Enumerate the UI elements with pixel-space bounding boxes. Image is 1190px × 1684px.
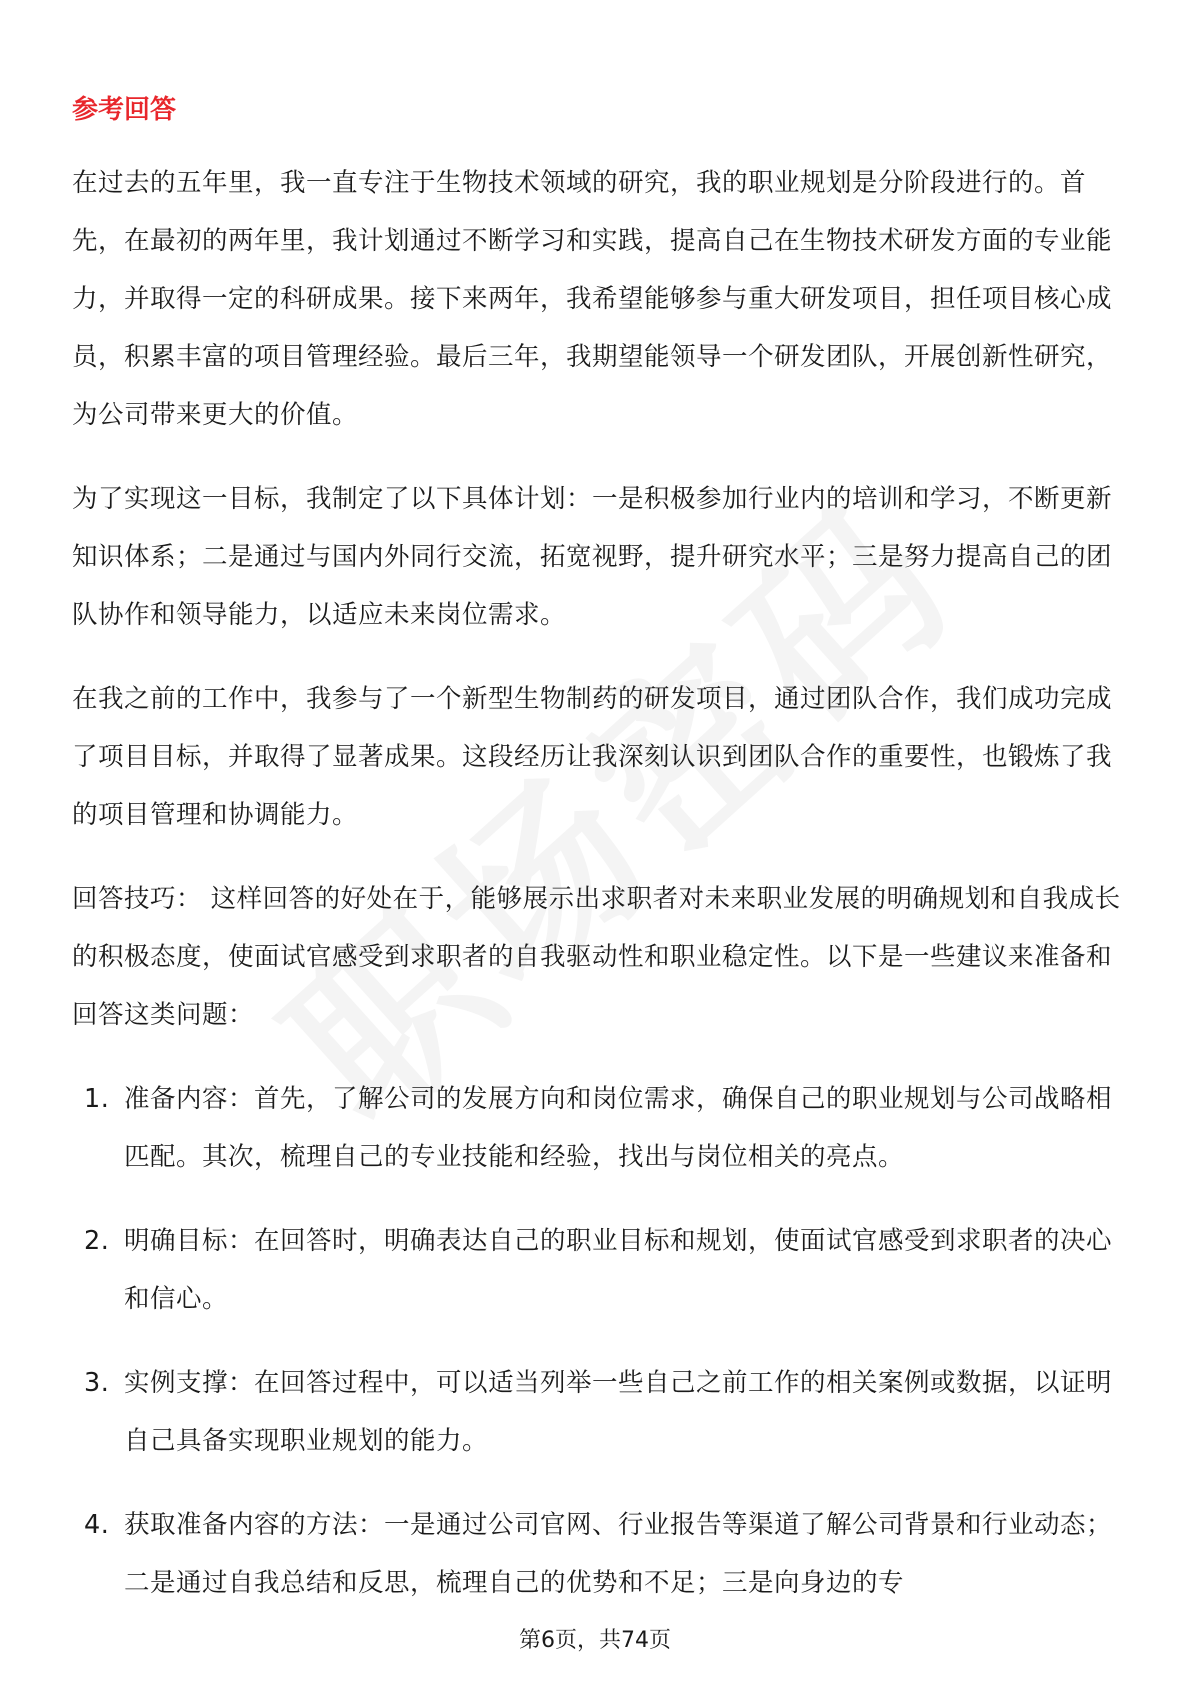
- list-item-text: 准备内容：首先，了解公司的发展方向和岗位需求，确保自己的职业规划与公司战略相匹配。其次，梳理自己的专业技能和经验，找出与岗位相关的亮点。: [124, 1084, 1113, 1172]
- list-item: [72, 1496, 1122, 1612]
- list-item-text: 明确目标：在回答时，明确表达自己的职业目标和规划，使面试官感受到求职者的决心和信心。: [124, 1226, 1113, 1314]
- page-footer: 第6页，共74页: [519, 1628, 671, 1653]
- list-item: [72, 1070, 1122, 1186]
- list-number: 4.: [84, 1510, 110, 1540]
- list-number: 3.: [84, 1368, 110, 1398]
- list-item: [72, 1212, 1122, 1328]
- list-number: 2.: [84, 1226, 110, 1256]
- paragraph-experience: 在我之前的工作中，我参与了一个新型生物制药的研发项目，通过团队合作，我们成功完成了项目目标，并取得了显著成果。这段经历让我深刻认识到团队合作的重要性，也锻炼了我的项目管理和协调能力。: [72, 684, 1113, 830]
- list-number: 1.: [84, 1084, 110, 1114]
- list-item-text: 获取准备内容的方法：一是通过公司官网、行业报告等渠道了解公司背景和行业动态；二是通过自我总结和反思，梳理自己的优势和不足；三是向身边的专: [124, 1510, 1113, 1598]
- list-item-text: 实例支撑：在回答过程中，可以适当列举一些自己之前工作的相关案例或数据，以证明自己具备实现职业规划的能力。: [124, 1368, 1113, 1456]
- paragraph-career-plan: 在过去的五年里，我一直专注于生物技术领域的研究，我的职业规划是分阶段进行的。首先，在最初的两年里，我计划通过不断学习和实践，提高自己在生物技术研发方面的专业能力，并取得一定的科研成果。接下来两年，我希望能够参与重大研发项目，担任项目核心成员，积累丰富的项目管理经验。最后三年，我期望能领导一个研发团队，开展创新性研究，为公司带来更大的价值。: [72, 168, 1113, 430]
- paragraph-specific-plan: 为了实现这一目标，我制定了以下具体计划：一是积极参加行业内的培训和学习，不断更新知识体系；二是通过与国内外同行交流，拓宽视野，提升研究水平；三是努力提高自己的团队协作和领导能力，以适应未来岗位需求。: [72, 484, 1113, 630]
- section-heading: 参考回答: [72, 95, 177, 125]
- list-item: [72, 1354, 1122, 1470]
- tips-list: [72, 1070, 1122, 1612]
- main-content: [72, 90, 1122, 1638]
- paragraph-answer-tips: 回答技巧： 这样回答的好处在于，能够展示出求职者对未来职业发展的明确规划和自我成长的积极态度，使面试官感受到求职者的自我驱动性和职业稳定性。以下是一些建议来准备和回答这类问题：: [72, 884, 1121, 1030]
